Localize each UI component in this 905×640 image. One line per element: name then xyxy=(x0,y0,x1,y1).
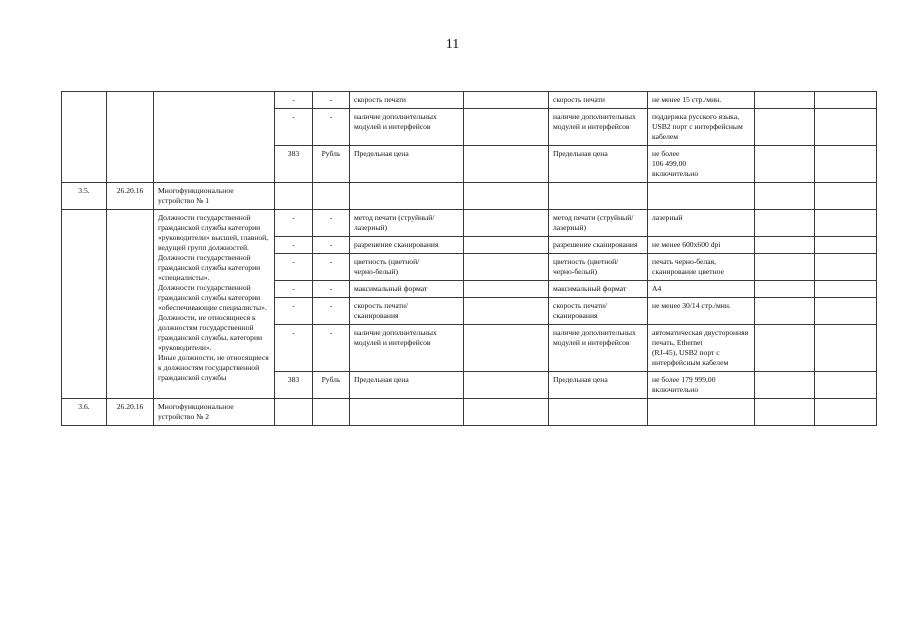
table-row xyxy=(62,210,877,237)
table-cell: не более 106 499,00 включительно xyxy=(648,146,755,183)
table-cell: - xyxy=(275,298,313,325)
table-cell: 383 xyxy=(275,372,313,399)
table-cell: скорость печати xyxy=(549,92,648,109)
table-cell: не более 179 999,00 включительно xyxy=(648,372,755,399)
table-cell: - xyxy=(313,281,350,298)
table-cell: скорость печати/ сканирования xyxy=(549,298,648,325)
table-cell: Предельная цена xyxy=(350,146,464,183)
table-cell: - xyxy=(275,325,313,372)
table-cell: не менее 30/14 стр./мин. xyxy=(648,298,755,325)
table-cell: - xyxy=(313,254,350,281)
table-cell: - xyxy=(313,298,350,325)
item-code: 26.20.16 xyxy=(107,399,154,426)
table-cell: наличие дополнительных модулей и интерфейсов xyxy=(549,325,648,372)
table-cell: Рубль xyxy=(313,146,350,183)
table-cell: А4 xyxy=(648,281,755,298)
table-cell: лазерный xyxy=(648,210,755,237)
table-cell: разрешение сканирования xyxy=(549,237,648,254)
table-cell: - xyxy=(275,92,313,109)
table-cell: автоматическая двусторонняя печать, Ethernet (RJ-45), USB2 порт с интерфейсным кабелем xyxy=(648,325,755,372)
table-cell: печать черно-белая, сканирование цветное xyxy=(648,254,755,281)
table-cell: не менее 600x600 dpi xyxy=(648,237,755,254)
table-cell: - xyxy=(313,325,350,372)
table-cell: - xyxy=(313,109,350,146)
table-cell: 383 xyxy=(275,146,313,183)
table-cell: Предельная цена xyxy=(549,372,648,399)
table-cell: скорость печати/ сканирования xyxy=(350,298,464,325)
table-cell: метод печати (струйный/ лазерный) xyxy=(549,210,648,237)
table-cell: максимальный формат xyxy=(549,281,648,298)
table-cell: цветность (цветной/ черно-белый) xyxy=(350,254,464,281)
page-number: 11 xyxy=(445,37,460,52)
table-cell: максимальный формат xyxy=(350,281,464,298)
table-cell: цветность (цветной/ черно-белый) xyxy=(549,254,648,281)
table-row xyxy=(62,92,877,109)
table-cell: - xyxy=(313,92,350,109)
table-cell: поддержка русского языка, USB2 порт с интерфейсным кабелем xyxy=(648,109,755,146)
table-cell: - xyxy=(275,281,313,298)
table-cell: скорость печати xyxy=(350,92,464,109)
table-cell: - xyxy=(275,237,313,254)
table-cell: - xyxy=(275,109,313,146)
table-row xyxy=(62,183,877,210)
item-number: 3.5. xyxy=(62,183,107,210)
item-name: Многофункциональное устройство № 2 xyxy=(154,399,275,426)
positions-cell: Должности государственной гражданской службы категории «руководители» высшей, главной, ведущей групп должностей. Должности государственной гражданской службы категории «специалисты». Должности государственной гражданской службы категории «обеспечивающие специалисты». Должности, не относящиеся к должностям государственной гражданской службы, категории «руководители». Иные должности, не относящиеся к должностям государственной гражданской службы xyxy=(154,210,275,399)
table-cell: - xyxy=(275,254,313,281)
table-cell: наличие дополнительных модулей и интерфейсов xyxy=(350,325,464,372)
table-cell: наличие дополнительных модулей и интерфейсов xyxy=(350,109,464,146)
table-cell: - xyxy=(313,210,350,237)
table-row xyxy=(62,399,877,426)
characteristics-table xyxy=(61,91,877,426)
table-cell: разрешение сканирования xyxy=(350,237,464,254)
table-cell: Рубль xyxy=(313,372,350,399)
item-code: 26.20.16 xyxy=(107,183,154,210)
table-cell: Предельная цена xyxy=(350,372,464,399)
item-name: Многофункциональное устройство № 1 xyxy=(154,183,275,210)
table-cell: метод печати (струйный/лазерный) xyxy=(350,210,464,237)
table-cell: - xyxy=(313,237,350,254)
table-cell: - xyxy=(275,210,313,237)
item-number: 3.6. xyxy=(62,399,107,426)
table-cell: Предельная цена xyxy=(549,146,648,183)
table-cell: наличие дополнительных модулей и интерфейсов xyxy=(549,109,648,146)
table-cell: не менее 15 стр./мин. xyxy=(648,92,755,109)
